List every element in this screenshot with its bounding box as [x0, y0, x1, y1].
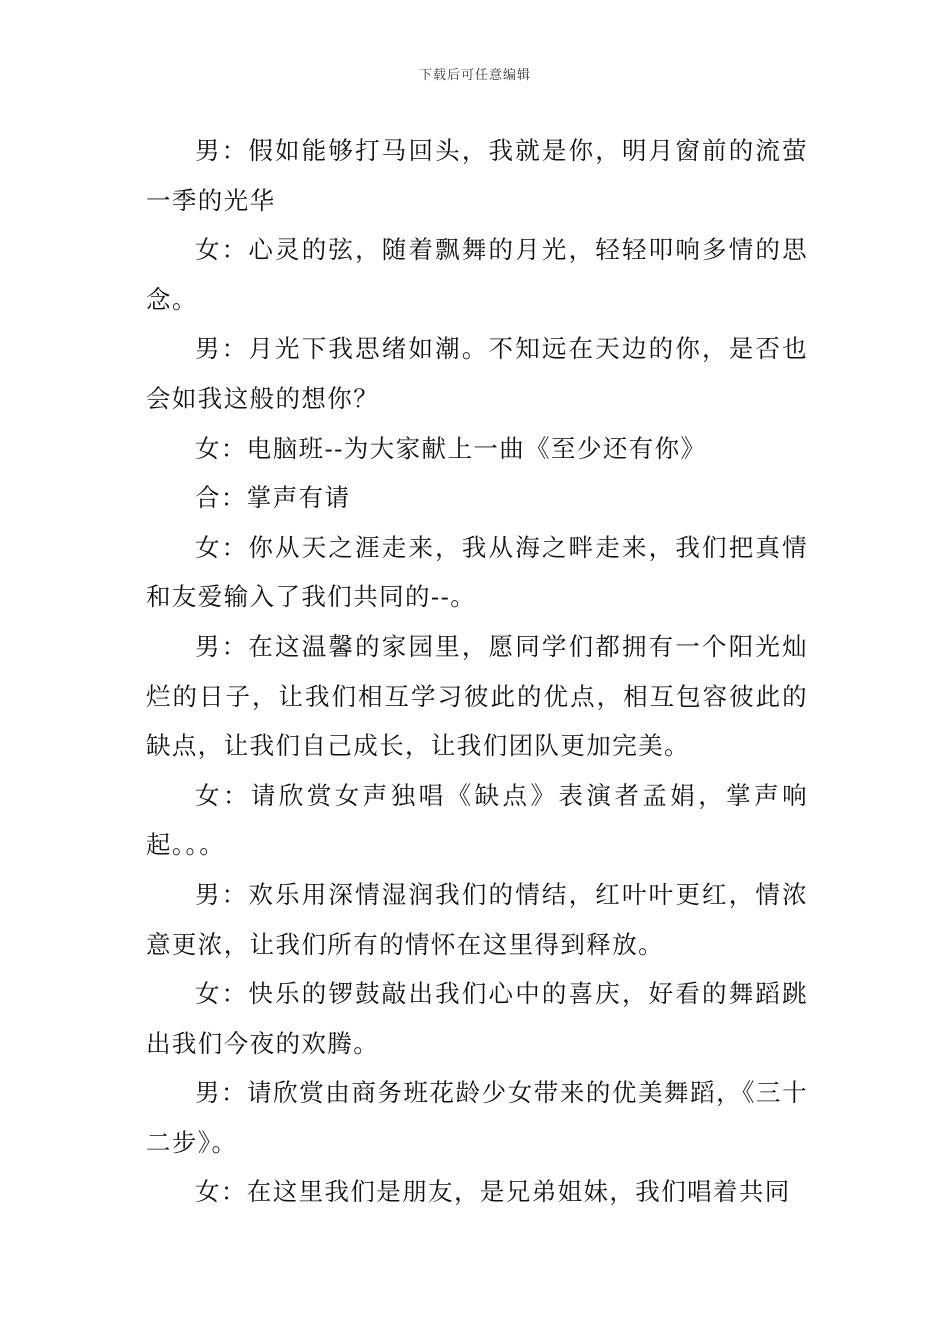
- paragraph-11: 男：请欣赏由商务班花龄少女带来的优美舞蹈，《三十二步》。: [146, 1078, 808, 1157]
- paragraph-7: 男：在这温馨的家园里，愿同学们都拥有一个阳光灿烂的日子，让我们相互学习彼此的优点，相互包容彼此的缺点，让我们自己成长，让我们团队更加完美。: [146, 631, 808, 761]
- page-header: 下载后可任意编辑: [418, 68, 531, 83]
- document-body: [146, 126, 808, 1217]
- paragraph-2: 女：心灵的弦，随着飘舞的月光，轻轻叩响多情的思念。: [146, 235, 808, 314]
- paragraph-12: 女：在这里我们是朋友，是兄弟姐妹，我们唱着共同: [195, 1177, 791, 1207]
- paragraph-1: 男：假如能够打马回头，我就是你，明月窗前的流萤一季的光华: [146, 136, 808, 215]
- paragraph-8: 女：请欣赏女声独唱《缺点》表演者孟娟，掌声响起。。。: [146, 780, 808, 860]
- paragraph-6: 女：你从天之涯走来，我从海之畔走来，我们把真情和友爱输入了我们共同的--。: [146, 532, 808, 612]
- paragraph-9: 男：欢乐用深情湿润我们的情结，红叶叶更红，情浓意更浓，让我们所有的情怀在这里得到释放。: [146, 879, 808, 959]
- paragraph-10: 女：快乐的锣鼓敲出我们心中的喜庆，好看的舞蹈跳出我们今夜的欢腾。: [146, 979, 808, 1058]
- paragraph-3: 男：月光下我思绪如潮。不知远在天边的你，是否也会如我这般的想你？: [146, 334, 808, 413]
- paragraph-5: 合：掌声有请: [195, 483, 351, 513]
- paragraph-4: 女：电脑班--为大家献上一曲《至少还有你》: [195, 433, 707, 463]
